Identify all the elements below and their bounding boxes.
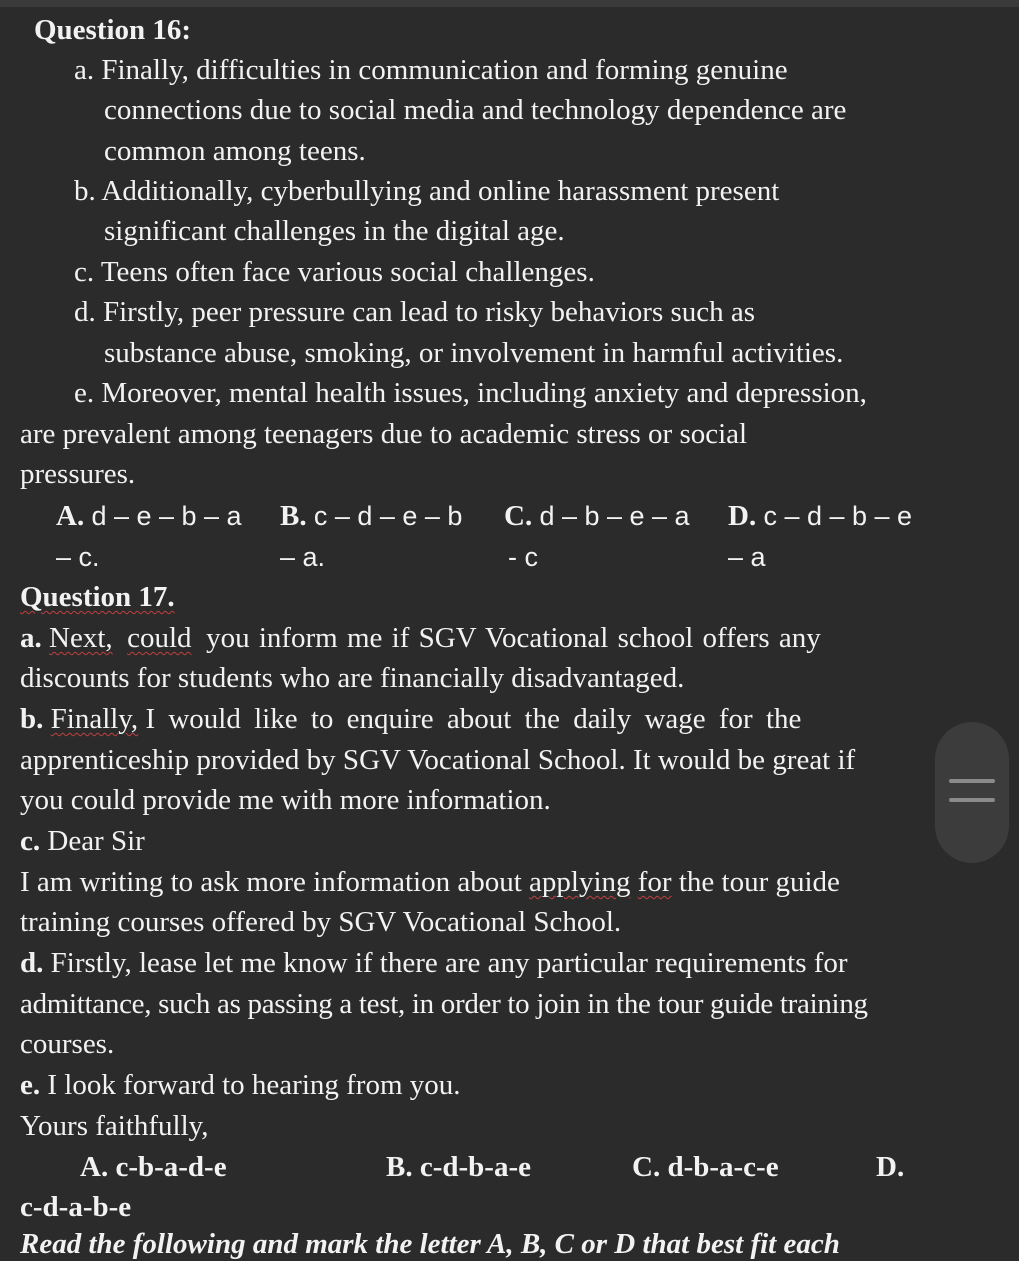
q17-item-c-line2b: the tour guide (678, 866, 840, 898)
q16-item-d-line1: d. Firstly, peer pressure can lead to risky behaviors such as (74, 296, 756, 328)
q17-option-c-seq: d-b-a-c-e (667, 1151, 779, 1183)
q16-item-a-line2: connections due to social media and technology dependence are (104, 94, 847, 126)
q17-item-e-text: I look forward to hearing from you. (47, 1069, 461, 1101)
q16-option-d-seq: c – d – b – e (763, 501, 913, 531)
q16-item-a-line1: a. Finally, difficulties in communication and forming genuine (74, 54, 788, 86)
top-border (0, 0, 1019, 7)
next-instruction-cut-off: Read the following and mark the letter A, B, C or D that best fit each (20, 1228, 840, 1260)
question-17-title: Question 17. (20, 581, 175, 613)
q17-option-d-seq[interactable]: c-d-a-b-e (20, 1191, 132, 1223)
q17-option-a-seq: c-b-a-d-e (115, 1151, 227, 1183)
q17-item-b-line2: apprenticeship provided by SGV Vocational School. It would be great if (20, 744, 856, 776)
q17-option-d-letter[interactable]: D. (876, 1151, 905, 1183)
q17-option-b-letter: B. (386, 1151, 413, 1183)
q17-item-c-word-applying: applying (529, 866, 631, 898)
q17-item-a-word-next: Next, (49, 622, 113, 654)
q17-closing: Yours faithfully, (20, 1110, 209, 1142)
q17-item-c-text: Dear Sir (47, 825, 145, 857)
q16-item-b-line1: b. Additionally, cyberbullying and online harassment present (74, 175, 780, 207)
q17-option-a[interactable] (80, 1150, 227, 1184)
q17-item-a-rest: you inform me if SGV Vocational school offers any (206, 622, 821, 654)
q17-option-a-letter: A. (80, 1151, 109, 1183)
q16-option-b[interactable] (280, 499, 462, 533)
q16-option-b-seq: c – d – e – b (313, 501, 463, 531)
q16-item-b-line2: significant challenges in the digital age. (104, 215, 565, 247)
q17-item-d-line1 (20, 946, 848, 980)
q16-option-b-letter: B. (280, 500, 307, 532)
q16-item-c: c. Teens often face various social challenges. (74, 256, 595, 288)
q16-option-a-tail: – c. (56, 542, 100, 572)
q16-option-d-letter: D. (728, 500, 757, 532)
q17-item-c-line2 (20, 865, 840, 899)
scroll-handle[interactable] (935, 722, 1009, 863)
q17-option-b[interactable] (386, 1150, 531, 1184)
q16-option-d-tail: – a (728, 542, 766, 572)
q16-option-a-seq: d – e – b – a (91, 501, 242, 531)
q16-item-e-line1: e. Moreover, mental health issues, including anxiety and depression, (74, 377, 867, 409)
q17-item-c-word-for: for (637, 866, 672, 898)
q17-item-a-line2: discounts for students who are financially disadvantaged. (20, 662, 685, 694)
q17-item-d-line3: courses. (20, 1028, 115, 1060)
q17-item-c-label: c. (20, 825, 41, 857)
q17-item-e (20, 1068, 461, 1102)
q17-item-a-word-could: could (127, 622, 192, 654)
q17-option-c-letter: C. (632, 1151, 661, 1183)
grip-line-icon (949, 779, 995, 783)
q16-option-a[interactable] (56, 499, 242, 533)
q17-item-a-label: a. (20, 622, 42, 654)
q16-item-e-line3: pressures. (20, 458, 136, 490)
q16-option-c-letter: C. (504, 500, 533, 532)
q17-item-a-line1 (20, 621, 821, 655)
q17-item-e-label: e. (20, 1069, 41, 1101)
q16-option-d[interactable] (728, 499, 912, 533)
q16-option-a-letter: A. (56, 500, 85, 532)
q17-item-c-line3: training courses offered by SGV Vocational School. (20, 906, 622, 938)
q17-item-b-label: b. (20, 703, 44, 735)
question-16-title: Question 16: (34, 14, 192, 46)
q16-option-c[interactable] (504, 499, 690, 533)
q16-item-e-line2: are prevalent among teenagers due to academic stress or social (20, 418, 748, 450)
q17-item-b-word-finally: Finally, (50, 703, 139, 735)
q17-item-b-line1 (20, 702, 801, 736)
q16-option-c-seq: d – b – e – a (539, 501, 690, 531)
q17-option-b-seq: c-d-b-a-e (419, 1151, 531, 1183)
q17-option-c[interactable] (632, 1150, 779, 1184)
q16-option-b-tail: – a. (280, 542, 326, 572)
q17-item-d-label: d. (20, 947, 44, 979)
q16-item-a-line3: common among teens. (104, 135, 366, 167)
q16-option-c-tail: - c (508, 542, 538, 572)
q16-item-d-line2: substance abuse, smoking, or involvement in harmful activities. (104, 337, 844, 369)
q17-item-b-line3: you could provide me with more information. (20, 784, 551, 816)
q17-item-d-line2: admittance, such as passing a test, in order to join in the tour guide training (20, 988, 868, 1020)
q17-item-d-text: Firstly, lease let me know if there are any particular requirements for (50, 947, 848, 979)
q17-item-b-rest: I would like to enquire about the daily wage for the (145, 703, 802, 735)
q17-item-c-line1 (20, 824, 145, 858)
grip-line-icon-2 (949, 798, 995, 802)
q17-item-c-line2a: I am writing to ask more information about (20, 866, 530, 898)
